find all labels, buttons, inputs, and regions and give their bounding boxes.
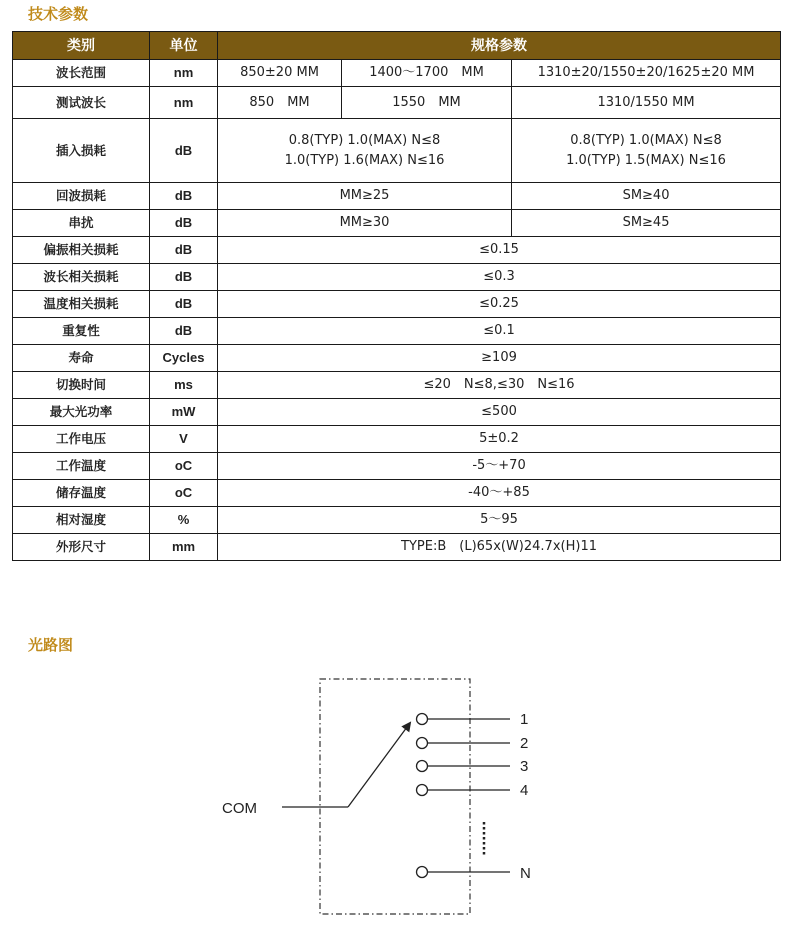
table-row	[13, 237, 781, 264]
table-row	[13, 210, 781, 237]
cell-line: 0.8(TYP) 1.0(MAX) N≤8	[570, 132, 722, 148]
cell-value: MM≥25	[218, 183, 512, 210]
table-header-row	[13, 32, 781, 60]
cell-value: ≤0.3	[218, 264, 781, 291]
row-label: 波长范围	[13, 60, 150, 87]
cell-value: 850±20 MM	[218, 60, 342, 87]
cell-value: -5～+70	[218, 453, 781, 480]
row-unit: mW	[150, 399, 218, 426]
row-label: 储存温度	[13, 480, 150, 507]
row-unit: Cycles	[150, 345, 218, 372]
table-row	[13, 60, 781, 87]
port-label: 1	[520, 711, 529, 728]
row-label: 外形尺寸	[13, 534, 150, 561]
port-connector-icon	[417, 738, 428, 749]
row-label: 偏振相关损耗	[13, 237, 150, 264]
table-row	[13, 264, 781, 291]
cell-value: 5～95	[218, 507, 781, 534]
switch-arm-arrow	[348, 723, 410, 807]
table-row	[13, 345, 781, 372]
port-connector-icon	[417, 714, 428, 725]
cell-value: 1550 MM	[342, 87, 512, 119]
row-label: 串扰	[13, 210, 150, 237]
row-unit: dB	[150, 264, 218, 291]
row-label: 重复性	[13, 318, 150, 345]
port-connector-icon	[417, 761, 428, 772]
table-row	[13, 453, 781, 480]
cell-value: 5±0.2	[218, 426, 781, 453]
cell-value: ≥109	[218, 345, 781, 372]
row-label: 回波损耗	[13, 183, 150, 210]
port-connector-icon	[417, 785, 428, 796]
row-unit: dB	[150, 183, 218, 210]
cell-line: 1.0(TYP) 1.5(MAX) N≤16	[566, 152, 726, 168]
cell-value-sm	[512, 119, 781, 183]
switch-enclosure	[320, 679, 470, 914]
spec-section-title: 技术参数	[28, 5, 89, 23]
row-label: 工作电压	[13, 426, 150, 453]
cell-value: SM≥45	[512, 210, 781, 237]
table-row	[13, 183, 781, 210]
row-unit: nm	[150, 60, 218, 87]
table-row	[13, 291, 781, 318]
row-label: 温度相关损耗	[13, 291, 150, 318]
diagram-section-title: 光路图	[28, 636, 74, 654]
cell-value: -40～+85	[218, 480, 781, 507]
table-row	[13, 119, 781, 183]
cell-value: 1310/1550 MM	[512, 87, 781, 119]
row-unit: dB	[150, 210, 218, 237]
port-label-n: N	[520, 865, 531, 882]
table-row	[13, 318, 781, 345]
com-label: COM	[222, 800, 257, 817]
table-row	[13, 480, 781, 507]
cell-value-mm	[218, 119, 512, 183]
table-row	[13, 534, 781, 561]
header-spec: 规格参数	[218, 32, 781, 60]
cell-value: ≤0.1	[218, 318, 781, 345]
row-label: 波长相关损耗	[13, 264, 150, 291]
table-row	[13, 87, 781, 119]
row-unit: oC	[150, 453, 218, 480]
cell-value: MM≥30	[218, 210, 512, 237]
cell-value: 1310±20/1550±20/1625±20 MM	[512, 60, 781, 87]
row-label: 测试波长	[13, 87, 150, 119]
cell-value: SM≥40	[512, 183, 781, 210]
row-unit: %	[150, 507, 218, 534]
row-label: 插入损耗	[13, 119, 150, 183]
row-label: 寿命	[13, 345, 150, 372]
spec-table	[12, 31, 781, 561]
port-connector-icon	[417, 867, 428, 878]
optical-path-diagram	[0, 660, 790, 949]
row-label: 工作温度	[13, 453, 150, 480]
row-unit: ms	[150, 372, 218, 399]
row-label: 相对湿度	[13, 507, 150, 534]
cell-value: ≤500	[218, 399, 781, 426]
row-label: 切换时间	[13, 372, 150, 399]
table-row	[13, 372, 781, 399]
row-label: 最大光功率	[13, 399, 150, 426]
port-label: 2	[520, 735, 529, 752]
row-unit: dB	[150, 318, 218, 345]
header-unit: 单位	[150, 32, 218, 60]
port-label: 3	[520, 758, 529, 775]
cell-value: ≤0.25	[218, 291, 781, 318]
port-label: 4	[520, 782, 529, 799]
row-unit: V	[150, 426, 218, 453]
row-unit: dB	[150, 237, 218, 264]
cell-line: 1.0(TYP) 1.6(MAX) N≤16	[284, 152, 445, 168]
cell-value: ≤20 N≤8,≤30 N≤16	[218, 372, 781, 399]
header-category: 类别	[13, 32, 150, 60]
row-unit: nm	[150, 87, 218, 119]
cell-value: TYPE:B (L)65x(W)24.7x(H)11	[218, 534, 781, 561]
row-unit: oC	[150, 480, 218, 507]
table-row	[13, 507, 781, 534]
cell-value: 1400～1700 MM	[342, 60, 512, 87]
table-row	[13, 426, 781, 453]
row-unit: dB	[150, 291, 218, 318]
cell-value: ≤0.15	[218, 237, 781, 264]
cell-value: 850 MM	[218, 87, 342, 119]
table-row	[13, 399, 781, 426]
cell-line: 0.8(TYP) 1.0(MAX) N≤8	[288, 132, 441, 148]
row-unit: mm	[150, 534, 218, 561]
row-unit: dB	[150, 119, 218, 183]
